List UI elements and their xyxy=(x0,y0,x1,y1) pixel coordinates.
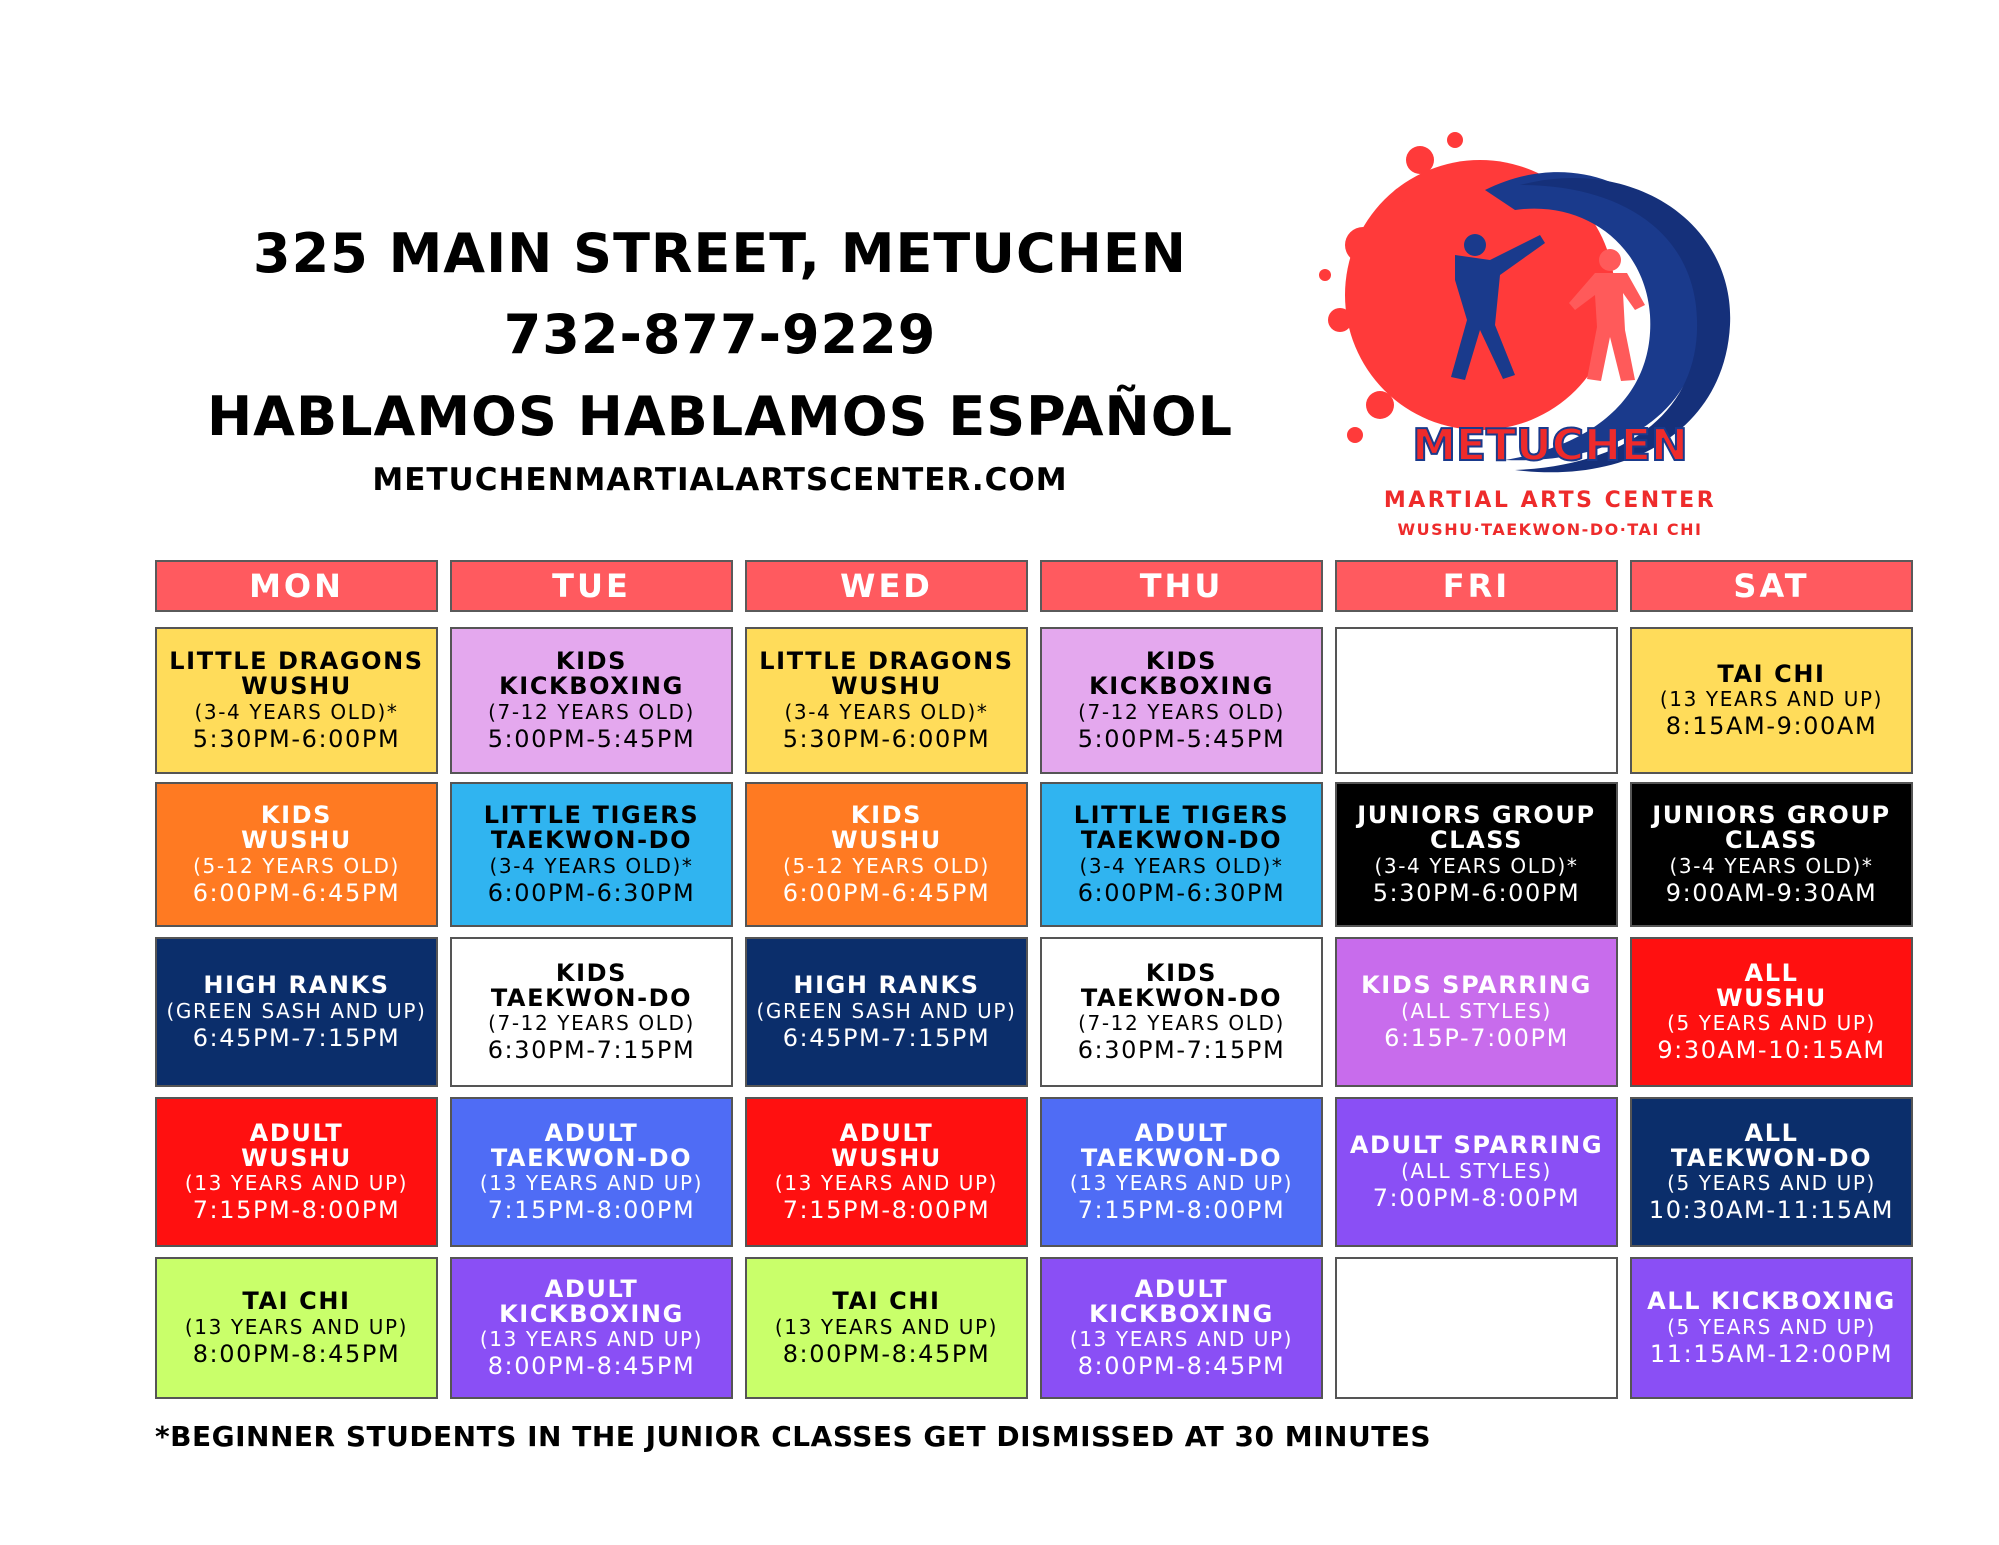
class-title: WUSHU xyxy=(831,1143,942,1172)
class-title: TAEKWON-DO xyxy=(1080,983,1283,1012)
class-cell xyxy=(1630,1257,1913,1399)
class-title: KIDS xyxy=(1145,958,1218,987)
class-time: 9:30AM-10:15AM xyxy=(1657,1036,1886,1065)
class-age-range: (13 YEARS AND UP) xyxy=(1069,1171,1294,1196)
class-age-range: (3-4 YEARS OLD)* xyxy=(784,699,989,724)
class-title: LITTLE TIGERS xyxy=(1073,801,1290,830)
class-time: 8:00PM-8:45PM xyxy=(192,1339,401,1368)
class-title: WUSHU xyxy=(831,826,942,855)
class-age-range: (13 YEARS AND UP) xyxy=(479,1171,704,1196)
class-cell xyxy=(155,1257,438,1399)
class-time: 8:00PM-8:45PM xyxy=(1077,1352,1286,1381)
class-age-range: (13 YEARS AND UP) xyxy=(184,1314,409,1339)
class-time: 6:00PM-6:30PM xyxy=(487,878,696,907)
day-header-thu: THU xyxy=(1040,560,1323,612)
class-time: 5:30PM-6:00PM xyxy=(782,724,991,753)
class-age-range: (7-12 YEARS OLD) xyxy=(1078,699,1285,724)
logo-tagline: WUSHU·TAEKWON-DO·TAI CHI xyxy=(1397,520,1703,539)
class-time: 8:00PM-8:45PM xyxy=(782,1339,991,1368)
class-title: WUSHU xyxy=(831,672,942,701)
class-title: KIDS xyxy=(850,801,923,830)
class-time: 6:30PM-7:15PM xyxy=(487,1036,696,1065)
class-age-range: (GREEN SASH AND UP) xyxy=(756,998,1017,1023)
class-cell xyxy=(450,782,733,927)
class-title: JUNIORS GROUP xyxy=(1652,801,1891,830)
class-time: 5:00PM-5:45PM xyxy=(1077,724,1286,753)
class-cell xyxy=(450,937,733,1087)
class-time: 10:30AM-11:15AM xyxy=(1648,1196,1895,1225)
empty-cell xyxy=(1335,1257,1618,1399)
class-age-range: (GREEN SASH AND UP) xyxy=(166,998,427,1023)
class-cell xyxy=(745,937,1028,1087)
class-time: 6:45PM-7:15PM xyxy=(782,1023,991,1052)
class-title: TAI CHI xyxy=(1717,659,1826,688)
class-cell xyxy=(1630,1097,1913,1247)
day-header-fri: FRI xyxy=(1335,560,1618,612)
class-title: HIGH RANKS xyxy=(793,971,980,1000)
class-time: 6:15P-7:00PM xyxy=(1384,1023,1569,1052)
class-title: TAEKWON-DO xyxy=(490,983,693,1012)
class-age-range: (5-12 YEARS OLD) xyxy=(193,853,400,878)
class-cell xyxy=(745,1097,1028,1247)
phone-number: 732-877-9229 xyxy=(503,303,937,366)
class-time: 5:30PM-6:00PM xyxy=(1372,878,1581,907)
class-title: TAEKWON-DO xyxy=(1080,1143,1283,1172)
day-header-mon: MON xyxy=(155,560,438,612)
class-age-range: (3-4 YEARS OLD)* xyxy=(194,699,399,724)
class-schedule-grid xyxy=(155,560,1907,1400)
class-cell xyxy=(1335,1097,1618,1247)
class-title: KIDS SPARRING xyxy=(1361,971,1592,1000)
class-time: 6:30PM-7:15PM xyxy=(1077,1036,1286,1065)
class-title: LITTLE TIGERS xyxy=(483,801,700,830)
class-title: ADULT xyxy=(544,1274,639,1303)
class-time: 9:00AM-9:30AM xyxy=(1665,878,1878,907)
class-cell xyxy=(1040,1257,1323,1399)
class-time: 6:00PM-6:45PM xyxy=(192,878,401,907)
class-cell xyxy=(1630,937,1913,1087)
class-age-range: (13 YEARS AND UP) xyxy=(184,1171,409,1196)
class-title: KICKBOXING xyxy=(499,672,684,701)
class-title: ADULT xyxy=(544,1118,639,1147)
class-title: TAEKWON-DO xyxy=(490,1143,693,1172)
class-title: HIGH RANKS xyxy=(203,971,390,1000)
day-header-wed: WED xyxy=(745,560,1028,612)
class-time: 8:00PM-8:45PM xyxy=(487,1352,696,1381)
class-cell xyxy=(1630,782,1913,927)
class-cell xyxy=(1335,782,1618,927)
class-time: 7:15PM-8:00PM xyxy=(782,1196,991,1225)
class-age-range: (3-4 YEARS OLD)* xyxy=(489,853,694,878)
class-time: 7:15PM-8:00PM xyxy=(1077,1196,1286,1225)
class-time: 6:45PM-7:15PM xyxy=(192,1023,401,1052)
class-title: CLASS xyxy=(1430,826,1523,855)
class-title: TAI CHI xyxy=(832,1287,941,1316)
logo-subtitle: MARTIAL ARTS CENTER xyxy=(1383,488,1717,513)
class-title: TAI CHI xyxy=(242,1287,351,1316)
class-time: 5:00PM-5:45PM xyxy=(487,724,696,753)
class-age-range: (7-12 YEARS OLD) xyxy=(488,699,695,724)
class-cell xyxy=(745,1257,1028,1399)
class-time: 5:30PM-6:00PM xyxy=(192,724,401,753)
website-url: METUCHENMARTIALARTSCENTER.COM xyxy=(372,462,1068,498)
class-age-range: (5 YEARS AND UP) xyxy=(1667,1011,1876,1036)
spanish-spoken-note: HABLAMOS HABLAMOS ESPAÑOL xyxy=(206,385,1234,448)
class-age-range: (ALL STYLES) xyxy=(1401,1158,1552,1183)
class-title: CLASS xyxy=(1725,826,1818,855)
class-cell xyxy=(745,782,1028,927)
class-age-range: (7-12 YEARS OLD) xyxy=(488,1011,695,1036)
class-age-range: (3-4 YEARS OLD)* xyxy=(1079,853,1284,878)
class-title: KIDS xyxy=(555,647,628,676)
class-cell xyxy=(1040,1097,1323,1247)
class-age-range: (13 YEARS AND UP) xyxy=(479,1327,704,1352)
class-time: 8:15AM-9:00AM xyxy=(1665,712,1878,740)
class-cell xyxy=(155,937,438,1087)
class-title: ADULT xyxy=(1134,1118,1229,1147)
class-cell xyxy=(1630,627,1913,774)
class-title: WUSHU xyxy=(241,826,352,855)
class-age-range: (13 YEARS AND UP) xyxy=(774,1171,999,1196)
class-time: 6:00PM-6:30PM xyxy=(1077,878,1286,907)
class-title: JUNIORS GROUP xyxy=(1357,801,1596,830)
class-age-range: (5 YEARS AND UP) xyxy=(1667,1171,1876,1196)
class-age-range: (3-4 YEARS OLD)* xyxy=(1669,853,1874,878)
class-title: KIDS xyxy=(260,801,333,830)
class-title: KIDS xyxy=(1145,647,1218,676)
logo-name: METUCHEN xyxy=(1412,420,1688,471)
class-title: LITTLE DRAGONS xyxy=(759,647,1014,676)
class-title: WUSHU xyxy=(241,1143,352,1172)
class-cell xyxy=(745,627,1028,774)
class-cell xyxy=(450,1257,733,1399)
class-title: LITTLE DRAGONS xyxy=(169,647,424,676)
class-age-range: (3-4 YEARS OLD)* xyxy=(1374,853,1579,878)
class-title: WUSHU xyxy=(1716,983,1827,1012)
class-cell xyxy=(155,782,438,927)
class-time: 7:15PM-8:00PM xyxy=(192,1196,401,1225)
class-time: 11:15AM-12:00PM xyxy=(1649,1339,1894,1368)
class-time: 7:00PM-8:00PM xyxy=(1372,1183,1581,1212)
class-cell xyxy=(450,1097,733,1247)
class-age-range: (5-12 YEARS OLD) xyxy=(783,853,990,878)
class-title: KICKBOXING xyxy=(1089,1299,1274,1328)
class-title: KIDS xyxy=(555,958,628,987)
class-title: TAEKWON-DO xyxy=(490,826,693,855)
class-title: KICKBOXING xyxy=(1089,672,1274,701)
class-title: ALL KICKBOXING xyxy=(1647,1287,1896,1316)
class-age-range: (ALL STYLES) xyxy=(1401,998,1552,1023)
class-cell xyxy=(1040,627,1323,774)
metuchen-logo xyxy=(1305,115,1785,555)
class-cell xyxy=(1040,782,1323,927)
class-time: 7:15PM-8:00PM xyxy=(487,1196,696,1225)
class-title: ADULT xyxy=(839,1118,934,1147)
class-age-range: (13 YEARS AND UP) xyxy=(1069,1327,1294,1352)
class-cell xyxy=(450,627,733,774)
class-title: ALL xyxy=(1744,958,1799,987)
class-title: ALL xyxy=(1744,1118,1799,1147)
class-title: WUSHU xyxy=(241,672,352,701)
class-age-range: (13 YEARS AND UP) xyxy=(1659,687,1884,711)
class-cell xyxy=(1040,937,1323,1087)
class-title: KICKBOXING xyxy=(499,1299,684,1328)
footnote: *BEGINNER STUDENTS IN THE JUNIOR CLASSES GET DISMISSED AT 30 MINUTES xyxy=(155,1420,1432,1453)
class-title: TAEKWON-DO xyxy=(1080,826,1283,855)
class-age-range: (5 YEARS AND UP) xyxy=(1667,1314,1876,1339)
day-header-sat: SAT xyxy=(1630,560,1913,612)
class-title: TAEKWON-DO xyxy=(1670,1143,1873,1172)
class-cell xyxy=(1335,937,1618,1087)
empty-cell xyxy=(1335,627,1618,774)
class-cell xyxy=(155,1097,438,1247)
day-header-tue: TUE xyxy=(450,560,733,612)
address: 325 MAIN STREET, METUCHEN xyxy=(253,222,1187,285)
class-title: ADULT xyxy=(249,1118,344,1147)
class-title: ADULT SPARRING xyxy=(1349,1131,1604,1160)
class-cell xyxy=(155,627,438,774)
class-title: ADULT xyxy=(1134,1274,1229,1303)
class-age-range: (13 YEARS AND UP) xyxy=(774,1314,999,1339)
class-age-range: (7-12 YEARS OLD) xyxy=(1078,1011,1285,1036)
class-time: 6:00PM-6:45PM xyxy=(782,878,991,907)
